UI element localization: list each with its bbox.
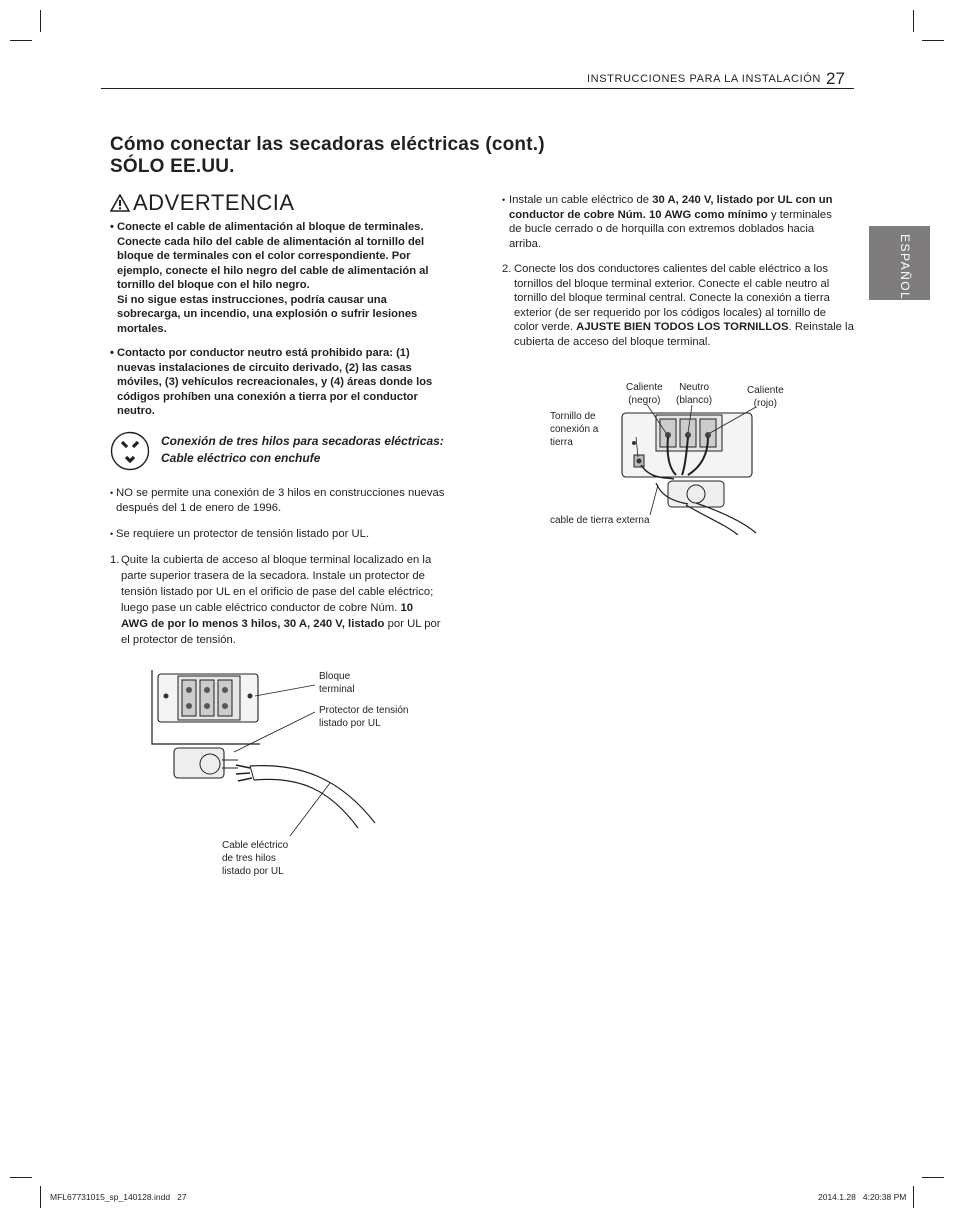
label-line: Protector de tensión — [319, 705, 409, 716]
bullet-line: de bucle cerrado o de horquilla con extremos doblados hacia — [509, 223, 815, 235]
step-line: parte superior trasera de la secadora. Instale un protector de — [121, 570, 425, 582]
crop-mark — [40, 1186, 41, 1208]
crop-mark — [10, 1177, 32, 1178]
step-bold: AWG de por lo menos 3 hilos, 30 A, 240 V, listado — [121, 618, 385, 630]
label-line: (blanco) — [676, 395, 713, 406]
crop-mark — [922, 40, 944, 41]
subsection-heading-line1: Conexión de tres hilos para secadoras eléctricas: — [161, 434, 444, 448]
warning-line: nuevas instalaciones de circuito derivado, (2) las casas — [117, 361, 412, 374]
bullet: • — [110, 488, 114, 498]
label-line: Neutro — [679, 382, 710, 393]
bullet-line: Instale un cable eléctrico de — [509, 194, 653, 206]
page-title — [110, 134, 545, 178]
step-2 — [502, 262, 862, 349]
bullet: • — [110, 347, 114, 359]
three-prong-plug-icon — [110, 431, 150, 471]
warning-line: tornillo del bloque con el hilo negro. — [117, 279, 310, 291]
label-external-ground: cable de tierra externa — [550, 515, 650, 526]
step-line: color verde. — [514, 321, 577, 333]
label-line: (negro) — [628, 395, 661, 406]
label-line: Caliente — [626, 382, 663, 393]
step-line: Conecte los dos conductores calientes del cable eléctrico a los — [514, 263, 828, 275]
bullet: • — [110, 529, 114, 539]
warning-heading-text: ADVERTENCIA — [133, 190, 295, 215]
step-line: cubierta de acceso del bloque terminal. — [514, 335, 711, 348]
label-line: Caliente — [747, 385, 784, 396]
label-strain-relief — [319, 704, 409, 730]
warning-line: Conecte cada hilo del cable de alimentación al tornillo del — [117, 235, 425, 248]
step-line: tornillo del bloque terminal central. Conecte la conexión a tierra — [514, 292, 830, 304]
warning-triangle-icon — [110, 194, 130, 212]
label-line: terminal — [319, 684, 355, 695]
page-title-line2: SÓLO EE.UU. — [110, 156, 235, 177]
step-line: . Reinstale la — [788, 321, 854, 333]
page-number: 27 — [826, 69, 845, 88]
warning-item-1 — [110, 220, 470, 336]
bullet-line: después del 1 de enero de 1996. — [116, 501, 282, 514]
crop-mark — [40, 10, 41, 32]
bullet-bold: conductor de cobre Núm. 10 AWG como mínimo — [509, 208, 768, 221]
warning-line: neutro. — [117, 405, 155, 417]
step-1 — [110, 552, 470, 648]
label-line: Cable eléctrico — [222, 840, 289, 851]
label-terminal-block — [319, 670, 355, 696]
label-line: tierra — [550, 437, 573, 448]
label-line: Tornillo de — [550, 411, 596, 422]
bullet: • — [110, 221, 114, 233]
language-tab — [869, 226, 930, 300]
label-line: listado por UL — [319, 718, 381, 729]
warning-line: ejemplo, conecte el hilo negro del cable de alimentación al — [117, 264, 429, 277]
warning-line: códigos prohíben una conexión a tierra por el conductor — [117, 390, 418, 403]
step-bold: 10 — [400, 602, 414, 614]
warning-line: mortales. — [117, 322, 167, 335]
crop-mark — [10, 40, 32, 41]
step-line: por UL por — [384, 618, 441, 630]
footer-timestamp: 2014.1.28 4:20:38 PM — [818, 1192, 907, 1202]
label-hot-red — [747, 384, 784, 410]
footer-file-name: MFL67731015_sp_140128.indd 27 — [50, 1192, 187, 1202]
warning-line: Si no sigue estas instrucciones, podría causar una — [117, 293, 387, 306]
label-neutral-white — [676, 381, 712, 407]
label-power-cord — [222, 839, 288, 878]
step-line: tornillos del bloque terminal exterior. Conecte el cable neutro al — [514, 277, 830, 290]
warning-line: Conecte el cable de alimentación al bloque de terminales. — [117, 221, 424, 233]
warning-item-2 — [110, 346, 470, 419]
step-number: 2. — [502, 263, 512, 275]
language-tab-label: ESPAÑOL — [898, 234, 912, 301]
bullet-strain-relief — [110, 527, 369, 542]
bullet-line: arriba. — [509, 237, 542, 250]
bullet-line: y terminales — [767, 208, 832, 221]
warning-line: sobrecarga, un incendio, una explosión o sufrir lesiones — [117, 308, 418, 320]
step-line: Quite la cubierta de acceso al bloque terminal localizado en la — [121, 554, 432, 566]
crop-mark — [913, 1186, 914, 1208]
label-line: Bloque — [319, 671, 351, 682]
crop-mark — [922, 1177, 944, 1178]
page-title-line1: Cómo conectar las secadoras eléctricas (cont.) — [110, 134, 545, 155]
subsection-heading-line2: Cable eléctrico con enchufe — [161, 451, 321, 465]
label-line: de tres hilos — [222, 853, 276, 864]
step-bold: AJUSTE BIEN TODOS LOS TORNILLOS — [576, 321, 789, 333]
bullet: • — [502, 195, 506, 205]
bullet-bold: 30 A, 240 V, listado por UL con un — [652, 194, 833, 206]
bullet-line: Se requiere un protector de tensión listado por UL. — [116, 528, 370, 540]
label-line: conexión a — [550, 424, 599, 435]
warning-line: bloque de terminales con el color correspondiente. Por — [117, 250, 411, 262]
label-line: listado por UL — [222, 866, 284, 877]
crop-mark — [913, 10, 914, 32]
figure-strain-relief-illustration — [150, 668, 420, 838]
step-line: exterior (de ser requerido por los códigos locales) al tornillo de — [514, 306, 827, 319]
step-line: tensión listado por UL en el orificio de pase del cable eléctrico; — [121, 586, 434, 598]
label-line: (rojo) — [753, 398, 778, 409]
bullet-install-cord — [502, 193, 862, 251]
header-rule — [101, 88, 854, 89]
label-hot-black — [626, 381, 663, 407]
bullet-no-three-wire — [110, 486, 444, 515]
step-line: el protector de tensión. — [121, 634, 236, 646]
subsection-heading — [161, 433, 444, 467]
bullet-line: NO se permite una conexión de 3 hilos en construcciones nuevas — [116, 487, 445, 499]
header-section-title: INSTRUCCIONES PARA LA INSTALACIÓN — [587, 73, 821, 85]
label-ground-screw — [550, 410, 598, 449]
warning-line: móviles, (3) vehículos recreacionales, y (4) áreas donde los — [117, 376, 433, 388]
step-number: 1. — [110, 554, 120, 566]
warning-line: Contacto por conductor neutro está prohibido para: (1) — [117, 347, 410, 359]
step-line: luego pase un cable eléctrico conductor de cobre Núm. — [121, 602, 401, 614]
